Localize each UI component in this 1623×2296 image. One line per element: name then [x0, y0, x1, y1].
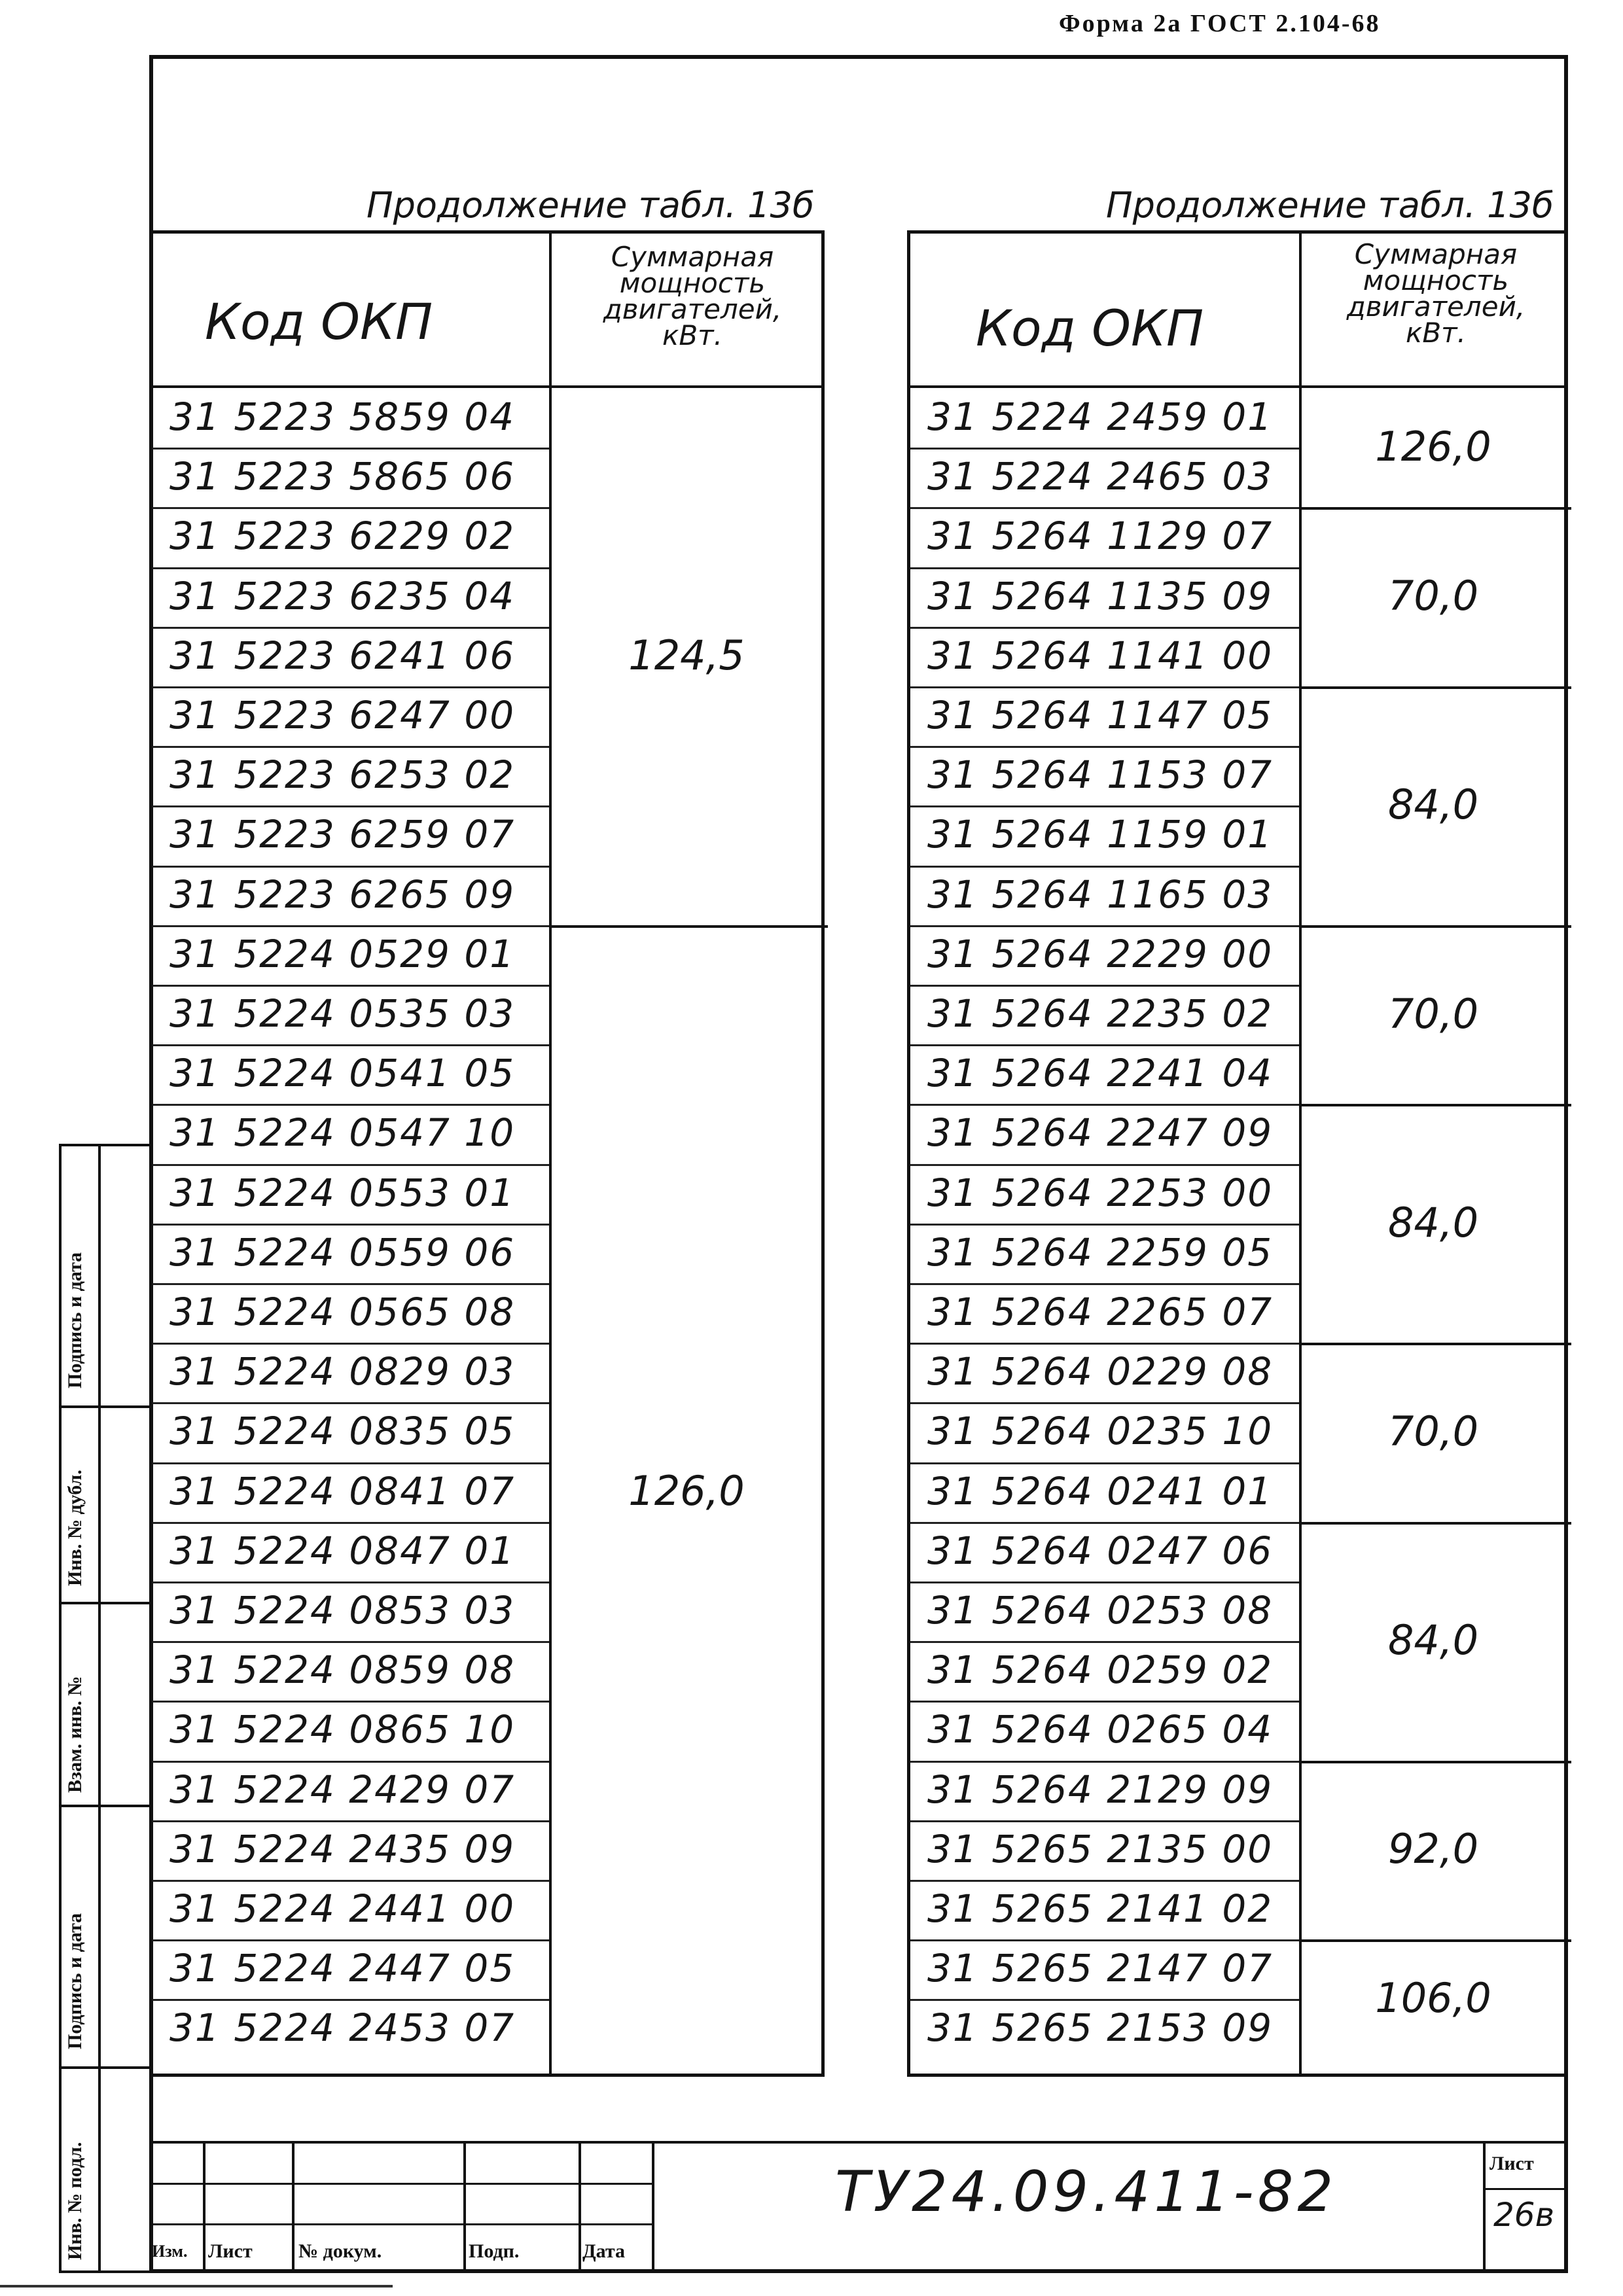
right-table-row-code: 31 5224 2459 01 — [927, 395, 1274, 439]
right-table-row-line — [910, 1880, 1299, 1882]
side-sep-1 — [59, 1405, 152, 1408]
left-header-power-line-1: Суммарная — [611, 241, 774, 273]
left-table-row-code: 31 5224 0841 07 — [169, 1468, 516, 1513]
right-table-group-line — [1299, 507, 1571, 510]
right-table-row-code: 31 5264 2247 09 — [927, 1110, 1274, 1156]
left-table-row-line — [152, 1522, 549, 1524]
tb-sheet-row — [1483, 2188, 1568, 2190]
right-table-row-line — [910, 686, 1299, 688]
right-table-row-line — [910, 1224, 1299, 1226]
right-table-row-code: 31 5264 1147 05 — [927, 693, 1274, 737]
left-table-row-code: 31 5224 0829 03 — [169, 1349, 516, 1394]
left-table-row-line — [152, 805, 549, 807]
tb-col-5 — [652, 2141, 654, 2273]
title-block-top-line — [149, 2141, 1568, 2144]
right-table-row-line — [910, 627, 1299, 629]
title-block-row-line-1 — [149, 2183, 653, 2185]
left-table-row-code: 31 5224 0847 01 — [169, 1528, 516, 1573]
right-header-power — [1302, 238, 1570, 349]
right-table-row-code: 31 5264 2265 07 — [927, 1290, 1274, 1334]
right-table-row-line — [910, 1761, 1299, 1763]
bottom-margin-line — [0, 2285, 393, 2287]
tb-label-sheet: Лист — [208, 2240, 253, 2262]
right-table-header-line — [910, 385, 1565, 388]
left-table-row-line — [152, 1164, 549, 1166]
right-table-row-line — [910, 866, 1299, 868]
tb-col-4 — [579, 2141, 581, 2273]
sheet-number: 26в — [1493, 2196, 1555, 2234]
left-table-row-line — [152, 746, 549, 748]
right-header-power-line-1: Суммарная — [1354, 238, 1518, 270]
right-table-group-power-value: 92,0 — [1387, 1825, 1479, 1873]
left-table-row-line — [152, 1761, 549, 1763]
tb-sheet-col — [1483, 2141, 1486, 2273]
right-table-group-line — [1299, 686, 1571, 689]
right-table-group-power-value: 70,0 — [1387, 1407, 1479, 1455]
right-table-row-line — [910, 567, 1299, 569]
right-table-row-code: 31 5224 2465 03 — [927, 454, 1274, 499]
left-table-row-code: 31 5223 5865 06 — [169, 454, 516, 499]
right-table-row-code: 31 5264 2259 05 — [927, 1229, 1274, 1275]
left-table-row-line — [152, 507, 549, 509]
right-table-row-code: 31 5264 1165 03 — [927, 872, 1274, 917]
left-table-row-line — [152, 1701, 549, 1703]
tb-label-date: Дата — [582, 2240, 625, 2262]
left-table-row-code: 31 5224 2435 09 — [169, 1826, 516, 1871]
right-table-row-code: 31 5264 0253 08 — [927, 1588, 1274, 1633]
right-table-row-code: 31 5264 0229 08 — [927, 1349, 1274, 1394]
right-table-row-code: 31 5264 1129 07 — [927, 514, 1274, 559]
right-table-row-line — [910, 746, 1299, 748]
right-table-row-line — [910, 1044, 1299, 1046]
right-table-row-line — [910, 1104, 1299, 1106]
tb-col-3 — [463, 2141, 466, 2273]
right-table-group-power-value: 84,0 — [1387, 1616, 1479, 1665]
right-header-power-line-3: двигателей, — [1346, 291, 1525, 323]
right-table-group-line — [1299, 1343, 1571, 1345]
left-table-row-line — [152, 1820, 549, 1822]
right-table-group-power-value: 106,0 — [1375, 1974, 1491, 2022]
right-table-row-line — [910, 805, 1299, 807]
left-table-row-code: 31 5224 0529 01 — [169, 931, 516, 976]
left-table — [149, 230, 825, 2077]
left-table-row-line — [152, 1939, 549, 1941]
left-table-row-line — [152, 1462, 549, 1464]
side-panel-divider — [98, 1144, 101, 2273]
left-table-row-line — [152, 686, 549, 688]
left-table-row-line — [152, 448, 549, 450]
left-table-row-code: 31 5223 5859 04 — [169, 395, 516, 439]
right-table-group-line — [1299, 1522, 1571, 1525]
left-table-row-code: 31 5224 2447 05 — [169, 1946, 516, 1991]
right-table-caption: Продолжение табл. 13б — [1106, 185, 1554, 226]
left-table-row-code: 31 5224 2453 07 — [169, 2005, 516, 2051]
right-table-row-line — [910, 925, 1299, 927]
right-table-row-code: 31 5264 2129 09 — [927, 1767, 1274, 1812]
tb-label-doc-num: № докум. — [298, 2240, 382, 2262]
right-header-power-line-4: кВт. — [1406, 317, 1466, 349]
side-label-orig-inv: Инв. № подл. — [64, 2142, 86, 2260]
sheet-label: Лист — [1489, 2153, 1534, 2174]
left-table-row-line — [152, 567, 549, 569]
right-table-row-line — [910, 985, 1299, 987]
side-sep-3 — [59, 1805, 152, 1807]
right-table-row-code: 31 5264 0265 04 — [927, 1707, 1274, 1752]
left-header-power-line-4: кВт. — [662, 319, 722, 351]
left-table-caption: Продолжение табл. 13б — [366, 185, 815, 226]
left-header-power-line-3: двигателей, — [603, 293, 782, 325]
left-table-row-line — [152, 925, 549, 927]
right-header-code: Код ОКП — [976, 299, 1204, 357]
right-table — [907, 230, 1568, 2077]
left-table-row-line — [152, 1283, 549, 1285]
left-table-row-line — [152, 985, 549, 987]
right-table-row-line — [910, 1701, 1299, 1703]
right-table-row-code: 31 5264 2241 04 — [927, 1051, 1274, 1096]
left-table-row-line — [152, 866, 549, 868]
right-table-row-line — [910, 1581, 1299, 1583]
left-header-power — [558, 241, 827, 351]
right-table-group-power-value: 84,0 — [1387, 1198, 1479, 1246]
left-table-row-code: 31 5224 0553 01 — [169, 1170, 516, 1215]
document-number: ТУ24.09.411-82 — [835, 2159, 1338, 2225]
left-table-row-code: 31 5224 0859 08 — [169, 1648, 516, 1693]
tb-col-1 — [203, 2141, 205, 2273]
left-table-row-code: 31 5223 6247 00 — [169, 693, 516, 737]
left-table-row-code: 31 5224 0865 10 — [169, 1707, 516, 1752]
left-table-row-line — [152, 1999, 549, 2001]
left-table-row-line — [152, 1343, 549, 1345]
right-table-row-line — [910, 1820, 1299, 1822]
right-table-row-code: 31 5264 0247 06 — [927, 1528, 1274, 1573]
right-table-row-code: 31 5264 0235 10 — [927, 1409, 1274, 1454]
left-table-row-line — [152, 1104, 549, 1106]
right-table-row-code: 31 5265 2135 00 — [927, 1826, 1274, 1871]
right-table-group-power-value: 70,0 — [1387, 989, 1479, 1038]
left-table-row-line — [152, 1402, 549, 1404]
left-table-row-code: 31 5223 6253 02 — [169, 752, 516, 798]
tb-label-signature: Подп. — [469, 2240, 520, 2262]
left-table-row-code: 31 5223 6265 09 — [169, 872, 516, 917]
left-table-group-power-value: 126,0 — [628, 1467, 745, 1515]
right-table-group-line — [1299, 925, 1571, 928]
tb-label-change: Изм. — [152, 2242, 188, 2261]
left-table-row-line — [152, 627, 549, 629]
left-table-header-line — [152, 385, 821, 388]
left-table-group-power-value: 124,5 — [628, 631, 745, 680]
right-table-row-line — [910, 1522, 1299, 1524]
side-label-replace-inv: Взам. инв. № — [64, 1676, 86, 1793]
right-table-group-power-value: 84,0 — [1387, 781, 1479, 829]
right-table-row-code: 31 5264 1135 09 — [927, 573, 1274, 618]
left-table-row-code: 31 5224 0835 05 — [169, 1409, 516, 1454]
left-table-column-divider — [549, 234, 552, 2074]
right-table-row-code: 31 5264 0241 01 — [927, 1468, 1274, 1513]
right-table-row-code: 31 5264 2253 00 — [927, 1170, 1274, 1215]
left-table-row-code: 31 5223 6259 07 — [169, 812, 516, 857]
left-table-row-code: 31 5224 2429 07 — [169, 1767, 516, 1812]
right-table-row-line — [910, 507, 1299, 509]
title-block-row-line-2 — [149, 2223, 653, 2225]
left-table-group-line — [549, 925, 828, 928]
left-table-row-code: 31 5223 6241 06 — [169, 633, 516, 678]
left-table-row-line — [152, 1044, 549, 1046]
right-table-group-line — [1299, 1104, 1571, 1106]
right-table-row-code: 31 5264 2235 02 — [927, 991, 1274, 1036]
right-table-row-code: 31 5265 2153 09 — [927, 2005, 1274, 2051]
left-table-row-code: 31 5224 0853 03 — [169, 1588, 516, 1633]
right-table-group-line — [1299, 1939, 1571, 1942]
right-table-row-line — [910, 1402, 1299, 1404]
right-table-row-code: 31 5264 1141 00 — [927, 633, 1274, 678]
right-table-row-code: 31 5264 2229 00 — [927, 931, 1274, 976]
left-table-row-code: 31 5224 2441 00 — [169, 1886, 516, 1931]
left-table-row-code: 31 5224 0559 06 — [169, 1229, 516, 1275]
side-label-signature-date-2: Подпись и дата — [64, 1913, 86, 2049]
right-table-row-line — [910, 1939, 1299, 1941]
right-table-row-line — [910, 1283, 1299, 1285]
side-sep-4 — [59, 2066, 152, 2069]
left-header-power-line-2: мощность — [619, 267, 766, 299]
right-table-row-line — [910, 1343, 1299, 1345]
right-table-row-code: 31 5265 2141 02 — [927, 1886, 1274, 1931]
form-label: Форма 2а ГОСТ 2.104-68 — [1059, 10, 1381, 37]
right-table-row-line — [910, 1641, 1299, 1643]
left-table-row-code: 31 5224 0547 10 — [169, 1110, 516, 1156]
right-table-row-line — [910, 1999, 1299, 2001]
right-table-row-code: 31 5264 1153 07 — [927, 752, 1274, 798]
left-table-row-line — [152, 1224, 549, 1226]
side-label-dup-inv: Инв. № дубл. — [64, 1470, 86, 1586]
right-table-row-line — [910, 1462, 1299, 1464]
left-table-row-code: 31 5224 0541 05 — [169, 1051, 516, 1096]
right-header-power-line-2: мощность — [1363, 264, 1509, 296]
right-table-row-code: 31 5264 1159 01 — [927, 812, 1274, 857]
left-table-row-code: 31 5223 6229 02 — [169, 514, 516, 559]
right-table-row-line — [910, 1164, 1299, 1166]
left-header-code: Код ОКП — [205, 292, 433, 351]
left-table-row-line — [152, 1880, 549, 1882]
left-table-row-code: 31 5223 6235 04 — [169, 573, 516, 618]
right-table-group-power-value: 126,0 — [1375, 423, 1491, 471]
side-sep-2 — [59, 1602, 152, 1604]
left-table-row-line — [152, 1641, 549, 1643]
left-table-row-code: 31 5224 0565 08 — [169, 1290, 516, 1334]
right-table-group-line — [1299, 1761, 1571, 1763]
right-table-row-line — [910, 448, 1299, 450]
right-table-row-code: 31 5265 2147 07 — [927, 1946, 1274, 1991]
left-table-row-code: 31 5224 0535 03 — [169, 991, 516, 1036]
left-table-row-line — [152, 1581, 549, 1583]
side-label-signature-date-1: Подпись и дата — [64, 1252, 86, 1388]
right-table-group-power-value: 70,0 — [1387, 572, 1479, 620]
tb-col-2 — [292, 2141, 294, 2273]
right-table-row-code: 31 5264 0259 02 — [927, 1648, 1274, 1693]
